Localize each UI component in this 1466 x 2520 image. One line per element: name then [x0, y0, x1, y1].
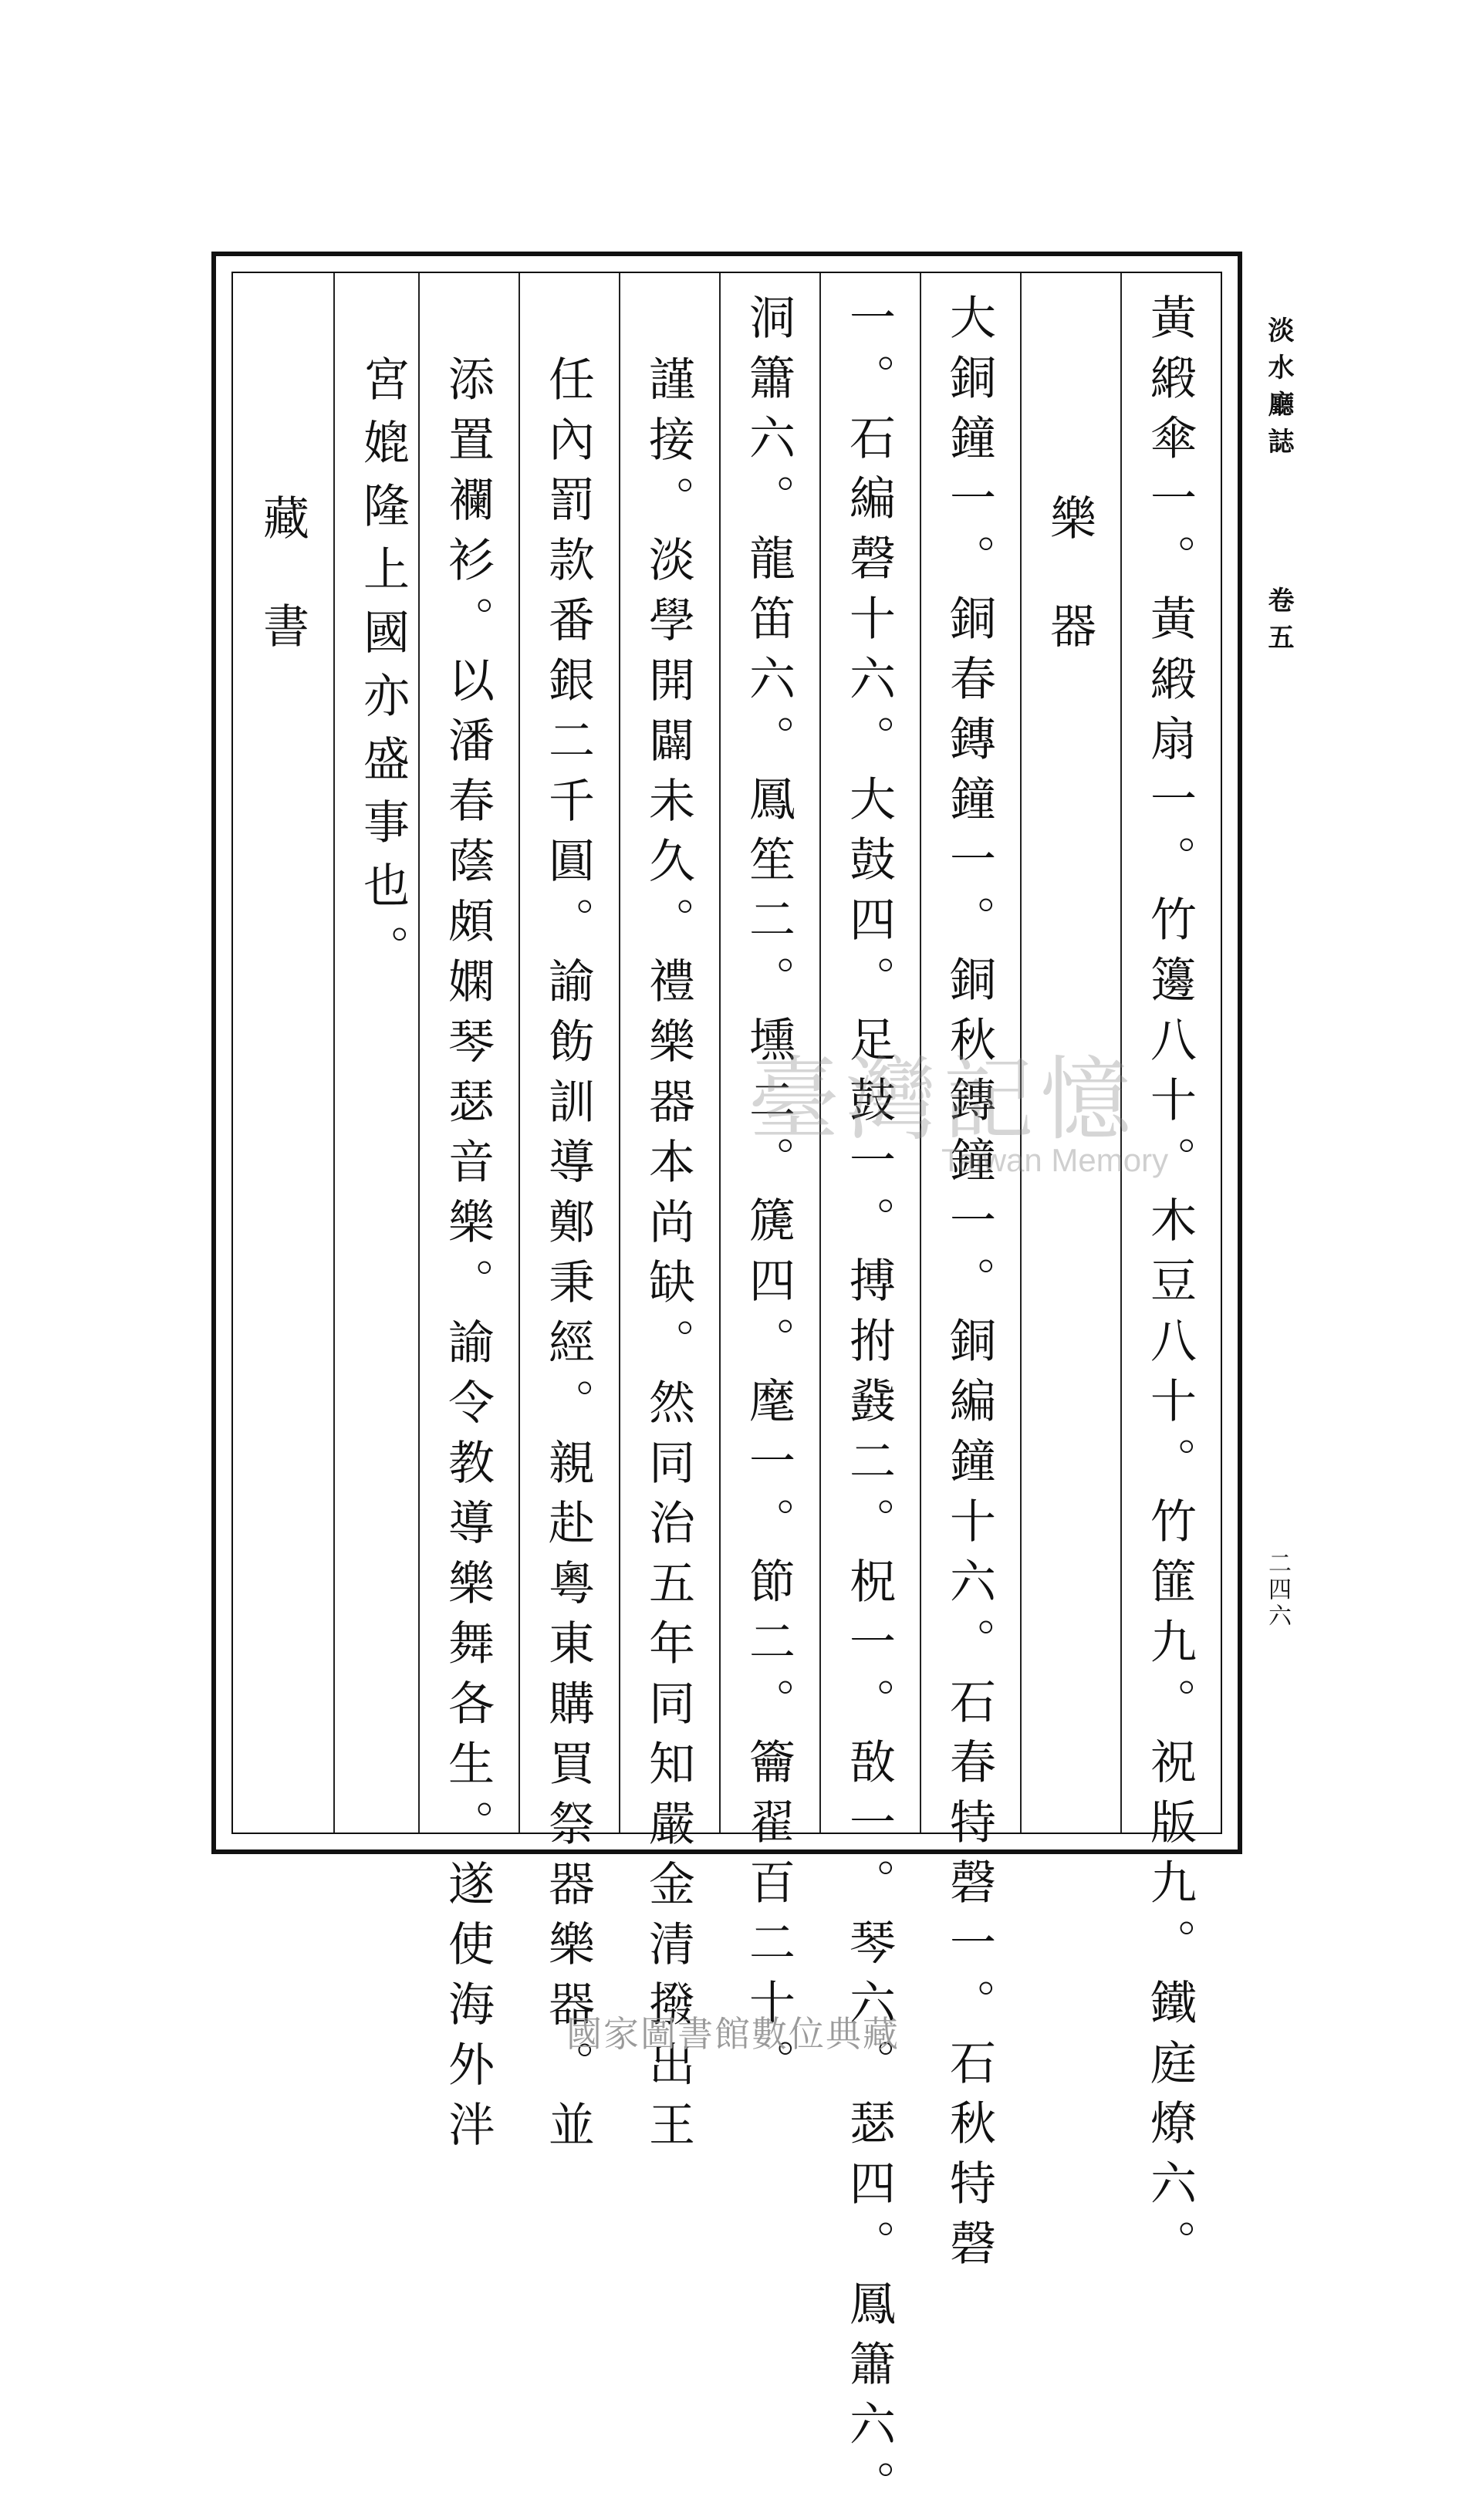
- column-divider: [333, 273, 335, 1833]
- text-column-4: 一。石編磬十六。大鼓四。足鼓一。搏拊鼗二。柷一。敔一。琴六。瑟四。鳳簫六。: [842, 293, 896, 2520]
- text-column-6: 謹接。淡學開闢未久。禮樂器本尚缺。然同治五年同知嚴金清撥出王: [641, 355, 695, 2160]
- text-column-3: 大銅鐘一。銅春鏄鐘一。銅秋鏄鐘一。銅編鐘十六。石春特磬一。石秋特磬: [942, 293, 996, 2279]
- column-divider: [619, 273, 620, 1833]
- page-number: 二四六: [1264, 1551, 1291, 1630]
- watermark-logo: [748, 1026, 1169, 1211]
- text-column-1: 黃緞傘一。黃緞扇一。竹籩八十。木豆八十。竹篚九。祝版九。鐵庭燎六。: [1143, 293, 1197, 2279]
- text-column-5: 洞簫六。龍笛六。鳳笙二。壎二。篪四。麾一。節二。籥翟百二十。: [741, 293, 795, 2099]
- text-column-7: 任內罰款番銀二千圓。諭飭訓導鄭秉經。親赴粵東購買祭器樂器。並: [541, 355, 595, 2160]
- watermark-english: Taiwan Memory: [941, 1142, 1169, 1178]
- column-divider: [418, 273, 420, 1833]
- text-column-8: 添置襴衫。以潘春蔭頗嫻琴瑟音樂。諭令教導樂舞各生。遂使海外泮: [441, 355, 495, 2160]
- text-column-9: 宮媲隆上國亦盛事也。: [356, 355, 410, 988]
- column-divider: [719, 273, 721, 1833]
- footer-credit: 國家圖書館數位典藏: [566, 2013, 900, 2055]
- column-divider: [519, 273, 520, 1833]
- watermark-chinese: 臺灣記憶: [748, 1046, 1138, 1153]
- section-heading-instruments: 樂器: [1042, 494, 1096, 710]
- section-heading-books: 藏書: [255, 494, 309, 710]
- book-title: 淡水廳誌: [1263, 316, 1294, 464]
- volume-label: 卷五: [1263, 586, 1294, 660]
